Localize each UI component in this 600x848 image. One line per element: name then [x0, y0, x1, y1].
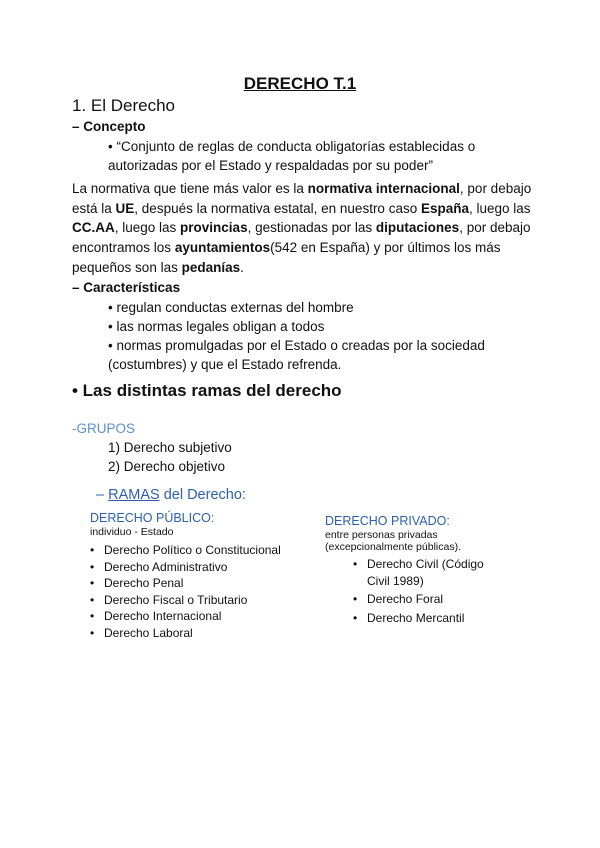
- grupos-label: -GRUPOS: [72, 421, 136, 436]
- paragraph-text: , luego las: [469, 200, 531, 216]
- paragraph-text: , por debajo encontramos los: [72, 220, 531, 256]
- derecho-privado-column: [325, 514, 525, 626]
- caracteristicas-label: – Características: [72, 280, 181, 295]
- paragraph-text: , gestionadas por las: [247, 220, 376, 236]
- document-title: DERECHO T.1: [243, 74, 357, 93]
- publico-title: DERECHO PÚBLICO:: [90, 511, 215, 525]
- ramas-dash: –: [96, 487, 109, 503]
- concepto-definition: [108, 137, 508, 175]
- normativa-paragraph: [72, 179, 532, 278]
- publico-item: • Derecho Internacional: [90, 608, 310, 625]
- bold-term: UE: [115, 200, 135, 216]
- derecho-publico-column: [90, 511, 310, 641]
- publico-item: • Derecho Administrativo: [90, 559, 310, 576]
- bold-term: provincias: [180, 220, 248, 236]
- bold-term: pedanías: [181, 259, 241, 275]
- caracteristica-item: • normas promulgadas por el Estado o creadas por la sociedad: [108, 338, 485, 353]
- concepto-line: autorizadas por el Estado y respaldadas por su poder”: [108, 158, 433, 173]
- privado-item: • Derecho Civil (Código Civil 1989): [353, 556, 488, 589]
- caracteristica-item: • las normas legales obligan a todos: [108, 319, 325, 334]
- caracteristica-item: • regulan conductas externas del hombre: [108, 300, 354, 315]
- publico-item: • Derecho Penal: [90, 575, 310, 592]
- bold-term: ayuntamientos: [174, 240, 271, 256]
- ramas-section-heading: • Las distintas ramas del derecho: [72, 381, 342, 400]
- publico-item: • Derecho Laboral: [90, 625, 310, 642]
- bold-term: España: [420, 200, 469, 216]
- grupo-item: 2) Derecho objetivo: [108, 459, 226, 474]
- paragraph-text: , por debajo está la: [72, 181, 532, 216]
- publico-item: • Derecho Político o Constitucional: [90, 542, 310, 559]
- privado-title: DERECHO PRIVADO:: [325, 514, 450, 528]
- bold-term: CC.AA: [72, 220, 115, 236]
- privado-subtitle: entre personas privadas: [325, 529, 438, 541]
- caracteristicas-list: [108, 298, 508, 374]
- privado-item: • Derecho Foral: [353, 591, 488, 608]
- paragraph-text: La normativa que tiene más valor es la: [72, 181, 308, 196]
- concepto-label: – Concepto: [72, 119, 146, 134]
- privado-item: • Derecho Mercantil: [353, 610, 488, 627]
- bold-term: diputaciones: [375, 220, 460, 236]
- concepto-line: • “Conjunto de reglas de conducta obligatorías establecidas o: [108, 139, 476, 154]
- paragraph-text: (542 en España) y por últimos los más pequeños son las: [72, 240, 501, 275]
- caracteristica-item: (costumbres) y que el Estado refrenda.: [108, 357, 342, 372]
- paragraph-text: , después la normativa estatal, en nuestro caso: [134, 200, 421, 216]
- ramas-rest: del Derecho:: [159, 487, 246, 503]
- section-heading-derecho: 1. El Derecho: [72, 96, 175, 115]
- paragraph-text: , luego las: [114, 220, 181, 236]
- publico-subtitle: individuo - Estado: [90, 526, 174, 538]
- grupo-item: 1) Derecho subjetivo: [108, 440, 232, 455]
- bold-term: normativa internacional: [307, 181, 460, 196]
- publico-item: • Derecho Fiscal o Tributario: [90, 592, 310, 609]
- paragraph-text: .: [240, 259, 244, 275]
- ramas-heading: [96, 487, 246, 503]
- privado-subtitle: (excepcionalmente públicas).: [325, 541, 461, 553]
- ramas-word: RAMAS: [108, 487, 160, 503]
